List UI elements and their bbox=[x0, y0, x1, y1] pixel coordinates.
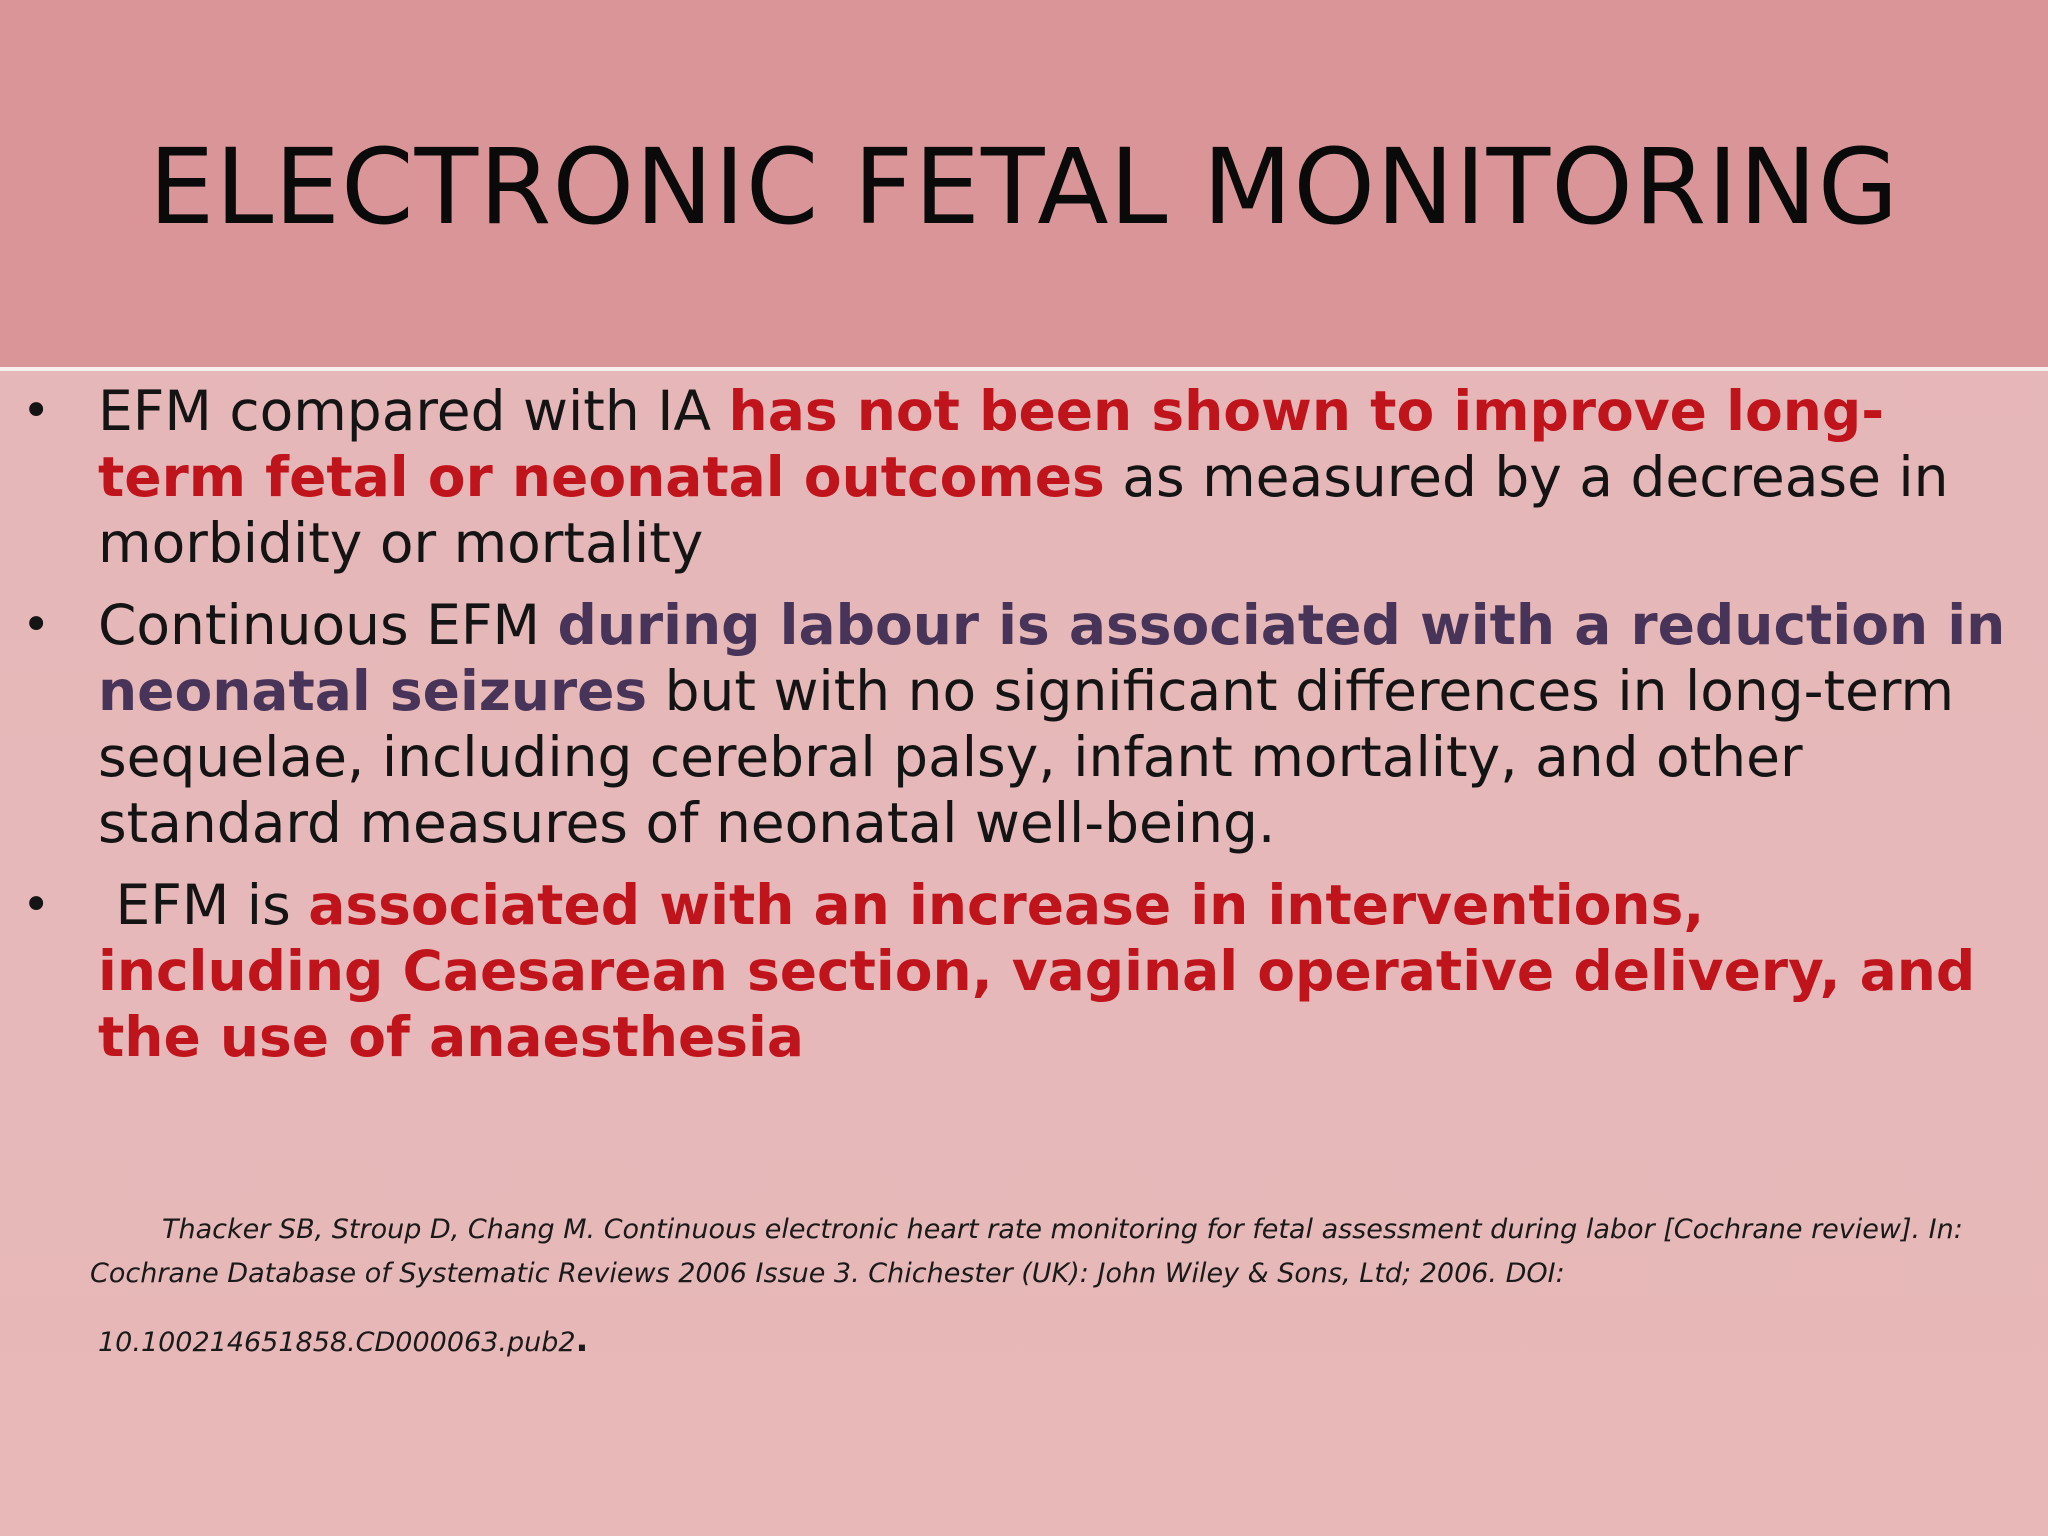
bullet-item-2 bbox=[0, 592, 2048, 856]
doi-text: 10.100214651858.CD000063.pub2 bbox=[98, 1327, 576, 1358]
bullet-text: EFM is bbox=[98, 873, 309, 937]
bullet-highlight: during labour is associated with a reduction in neonatal seizures bbox=[98, 593, 2006, 723]
title-divider bbox=[0, 367, 2048, 371]
bullet-item-3 bbox=[0, 872, 2048, 1070]
citation-text: Thacker SB, Stroup D, Chang M. Continuous electronic heart rate monitoring for fetal assessment during labor [Cochrane review]. In: Cochrane Database of Systematic Reviews 2006 Issue 3. Chichester (UK): John Wiley & Sons, Ltd; 2006. DOI: bbox=[90, 1214, 1963, 1289]
bullet-dot: • bbox=[22, 383, 51, 439]
citation bbox=[90, 1208, 2010, 1365]
bullet-item-1 bbox=[0, 378, 2048, 576]
citation-doi bbox=[90, 1318, 2010, 1365]
slide-title: ELECTRONIC FETAL MONITORING bbox=[148, 126, 1900, 248]
bullet-highlight: has not been shown to improve long-term fetal or neonatal outcomes bbox=[98, 379, 1885, 509]
bullet-text: but with no significant differences in long-term sequelae, including cerebral palsy, infant mortality, and other standard measures of neonatal well-being. bbox=[98, 659, 1955, 855]
bullet-text: as measured by a decrease in morbidity or mortality bbox=[98, 445, 1949, 575]
bullet-dot: • bbox=[22, 597, 51, 653]
bullet-text: Continuous EFM bbox=[98, 593, 558, 657]
citation-end-mark: . bbox=[575, 1320, 589, 1360]
bullet-dot: • bbox=[22, 877, 51, 933]
bullet-text: EFM compared with IA bbox=[98, 379, 729, 443]
bullet-list bbox=[0, 378, 2048, 1086]
bullet-highlight: associated with an increase in interventions, including Caesarean section, vaginal operative delivery, and the use of anaesthesia bbox=[98, 873, 1976, 1069]
